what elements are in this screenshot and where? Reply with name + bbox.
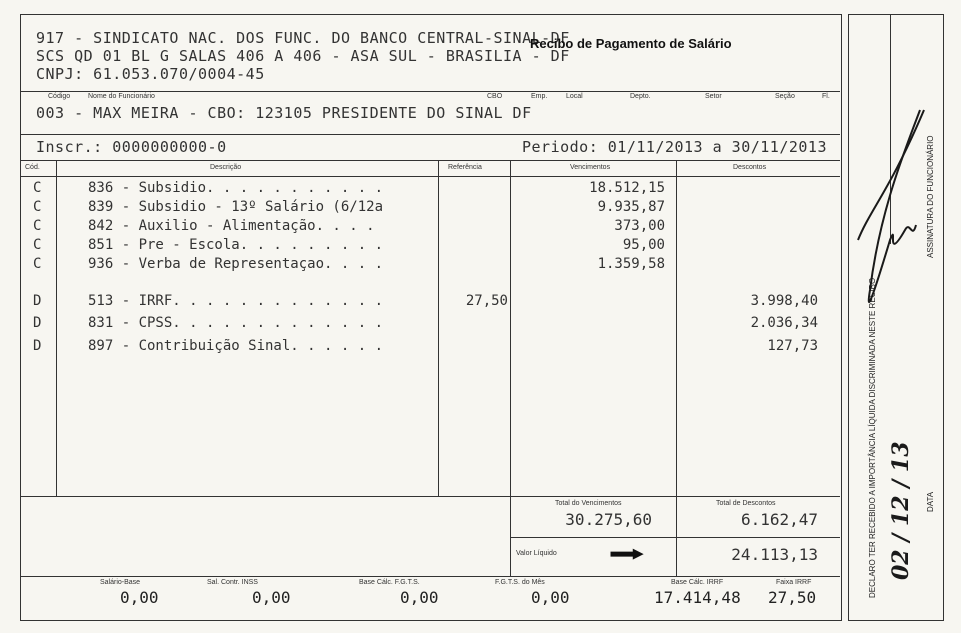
total-descontos-value: 6.162,47 (740, 510, 818, 529)
col-descricao-header: Descrição (210, 164, 242, 171)
inscricao: Inscr.: 0000000000-0 (36, 138, 227, 156)
item-referencia: 27,50 (465, 293, 508, 309)
divider (20, 134, 840, 135)
total-descontos-label: Total de Descontos (716, 500, 776, 507)
item-desconto: 2.036,34 (750, 315, 818, 331)
item-desc: 831 - CPSS. . . . . . . . . . . . . (88, 315, 384, 331)
label-emp: Emp. (531, 93, 548, 100)
item-desc: 851 - Pre - Escola. . . . . . . . . (88, 237, 384, 253)
divider (20, 576, 840, 577)
item-cod: D (33, 338, 42, 354)
company-line-1: 917 - SINDICATO NAC. DOS FUNC. DO BANCO CENTRAL-SINAL-DF (36, 29, 570, 47)
valor-liquido-value: 24.113,13 (731, 545, 818, 564)
divider (20, 91, 840, 92)
item-desc: 513 - IRRF. . . . . . . . . . . . . (88, 293, 384, 309)
col-referencia-header: Referência (448, 164, 482, 171)
data-label: DATA (926, 491, 935, 512)
col-line (56, 160, 57, 496)
label-secao: Seção (775, 93, 795, 100)
col-line (510, 160, 511, 576)
item-cod: C (33, 180, 42, 196)
declaro-text: DECLARO TER RECEBIDO A IMPORTÂNCIA LÍQUIDA DISCRIMINADA NESTE RECIBO (868, 277, 877, 598)
valor-liquido-label: Valor Líquido (516, 550, 557, 557)
company-line-2: SCS QD 01 BL G SALAS 406 A 406 - ASA SUL - BRASILIA - DF (36, 47, 570, 65)
label-local: Local (566, 93, 583, 100)
divider (20, 160, 840, 161)
item-cod: C (33, 199, 42, 215)
faixa-irrf-value: 27,50 (768, 588, 817, 607)
item-desc: 836 - Subsidio. . . . . . . . . . . (88, 180, 384, 196)
periodo: Periodo: 01/11/2013 a 30/11/2013 (522, 138, 827, 156)
base-inss-label: Sal. Contr. INSS (207, 579, 258, 586)
fgts-mes-label: F.G.T.S. do Mês (495, 579, 545, 586)
item-desconto: 127,73 (767, 338, 818, 354)
item-cod: C (33, 256, 42, 272)
item-vencimento: 95,00 (622, 237, 665, 253)
item-desc: 839 - Subsidio - 13º Salário (6/12a (88, 199, 384, 215)
item-cod: C (33, 237, 42, 253)
arrow-right-icon: ➡ (608, 541, 645, 566)
item-vencimento: 9.935,87 (597, 199, 665, 215)
assinatura-label: ASSINATURA DO FUNCIONÁRIO (926, 135, 935, 258)
item-desc: 936 - Verba de Representaçao. . . . (88, 256, 384, 272)
item-vencimento: 1.359,58 (597, 256, 665, 272)
item-desc: 842 - Auxilio - Alimentação. . . . (88, 218, 375, 234)
item-vencimento: 373,00 (614, 218, 665, 234)
base-irrf-value: 17.414,48 (654, 588, 741, 607)
label-cbo: CBO (487, 93, 503, 100)
total-vencimentos-value: 30.275,60 (565, 510, 652, 529)
item-cod: D (33, 315, 42, 331)
label-nome: Nome do Funcionário (88, 93, 155, 100)
item-cod: D (33, 293, 42, 309)
base-fgts-value: 0,00 (400, 588, 439, 607)
handwritten-date: 02 / 12 / 13 (888, 441, 914, 580)
base-salario-label: Salário-Base (100, 579, 141, 586)
item-cod: C (33, 218, 42, 234)
faixa-irrf-label: Faixa IRRF (776, 579, 812, 586)
signature (850, 90, 930, 320)
employee-line: 003 - MAX MEIRA - CBO: 123105 PRESIDENTE DO SINAL DF (36, 104, 532, 122)
fgts-mes-value: 0,00 (531, 588, 570, 607)
base-inss-value: 0,00 (252, 588, 291, 607)
divider (20, 496, 840, 497)
receipt-title: Recibo de Pagamento de Salário (530, 36, 732, 51)
company-cnpj: CNPJ: 61.053.070/0004-45 (36, 65, 265, 83)
label-codigo: Código (48, 93, 71, 100)
col-line (676, 160, 677, 576)
label-fl: Fl. (822, 93, 830, 100)
col-cod-header: Cód. (25, 164, 40, 171)
col-line (438, 160, 439, 496)
base-salario-value: 0,00 (120, 588, 159, 607)
label-setor: Setor (705, 93, 722, 100)
item-desconto: 3.998,40 (750, 293, 818, 309)
item-desc: 897 - Contribuição Sinal. . . . . . (88, 338, 384, 354)
divider (20, 176, 840, 177)
label-depto: Depto. (630, 93, 651, 100)
base-fgts-label: Base Cálc. F.G.T.S. (359, 579, 420, 586)
divider (510, 537, 840, 538)
total-vencimentos-label: Total do Vencimentos (555, 500, 622, 507)
col-descontos-header: Descontos (733, 164, 767, 171)
col-vencimentos-header: Vencimentos (570, 164, 611, 171)
item-vencimento: 18.512,15 (589, 180, 665, 196)
base-irrf-label: Base Cálc. IRRF (671, 579, 724, 586)
